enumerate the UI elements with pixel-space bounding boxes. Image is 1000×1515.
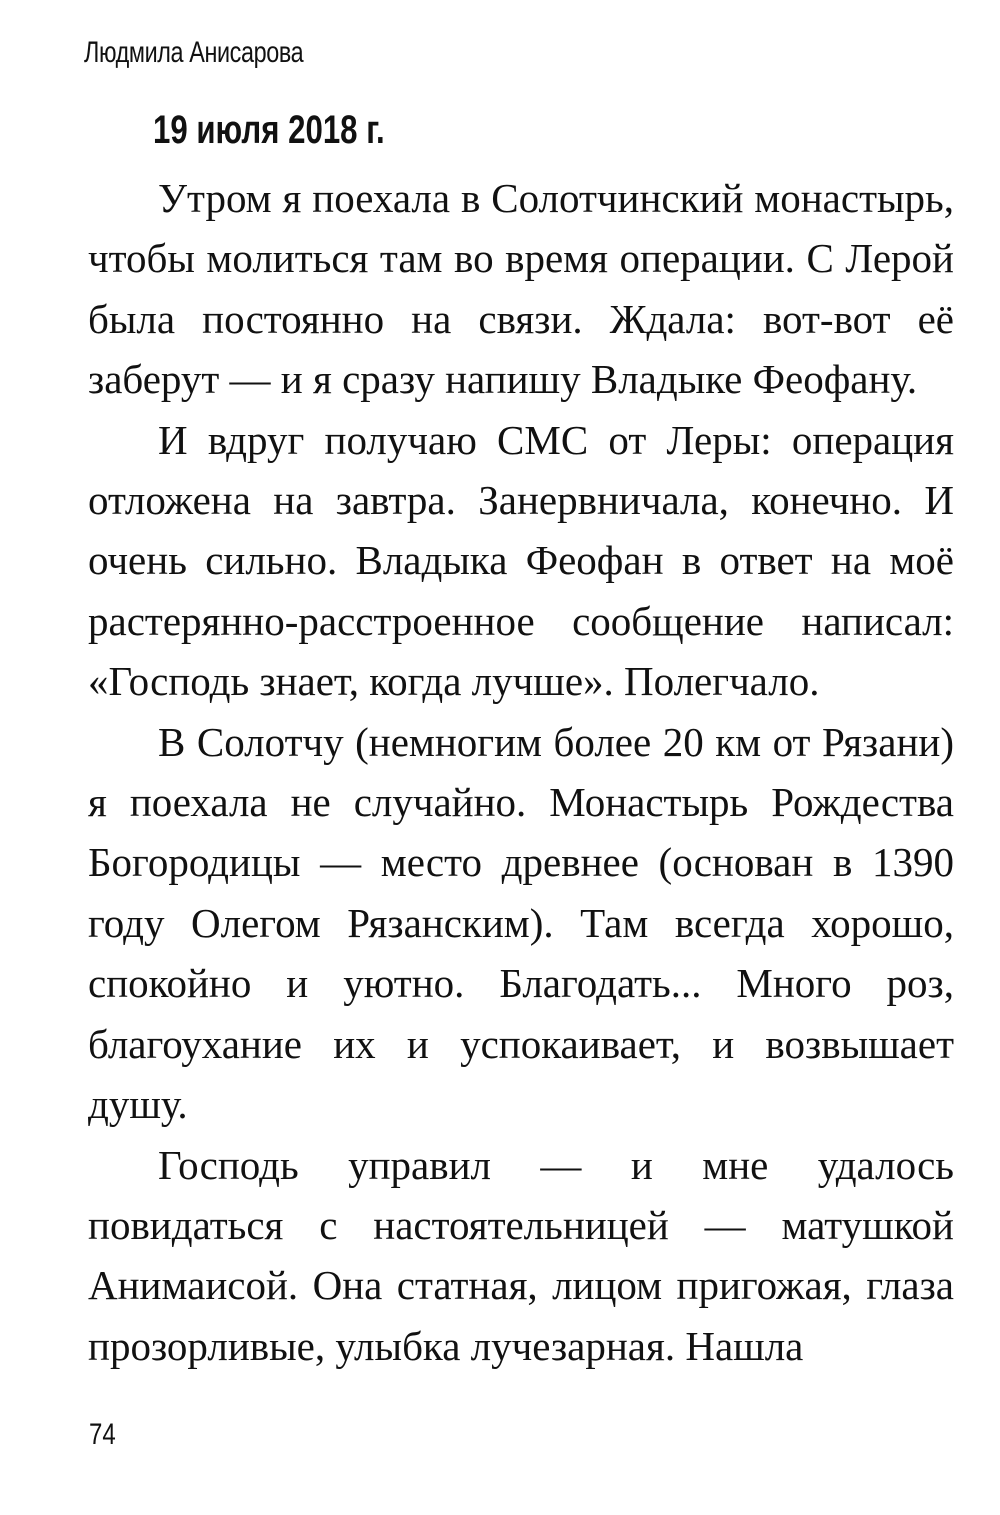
paragraph-2: И вдруг получаю СМС от Леры: операция отложена на завтра. Занервничала, конечно. И очень сильно. Владыка Феофан в ответ на моё растерянно-расстроенное сообщение написал: «Господь знает, когда лучше». Полегчало. bbox=[88, 416, 954, 705]
page-number: 74 bbox=[89, 1418, 116, 1451]
paragraph-4: Господь управил — и мне удалось повидаться с настоятельницей — матушкой Анимаисой. Она статная, лицом пригожая, глаза прозорливые, улыбка лучезарная. Нашла bbox=[88, 1141, 954, 1369]
body-text bbox=[88, 168, 954, 1376]
running-head-author: Людмила Анисарова bbox=[84, 36, 304, 69]
paragraph-3: В Солотчу (немногим более 20 км от Рязани) я поехала не случайно. Монастырь Рождества Богородицы — место древнее (основан в 1390 году Олегом Рязанским). Там всегда хорошо, спокойно и уютно. Благодать... Много роз, благоухание их и успокаивает, и возвышает душу. bbox=[88, 718, 954, 1128]
diary-date-heading: 19 июля 2018 г. bbox=[153, 108, 385, 152]
paragraph-1: Утром я поехала в Солотчинский монастырь, чтобы молиться там во время операции. С Лерой была постоянно на связи. Ждала: вот-вот её заберут — и я сразу напишу Владыке Феофану. bbox=[88, 175, 954, 403]
